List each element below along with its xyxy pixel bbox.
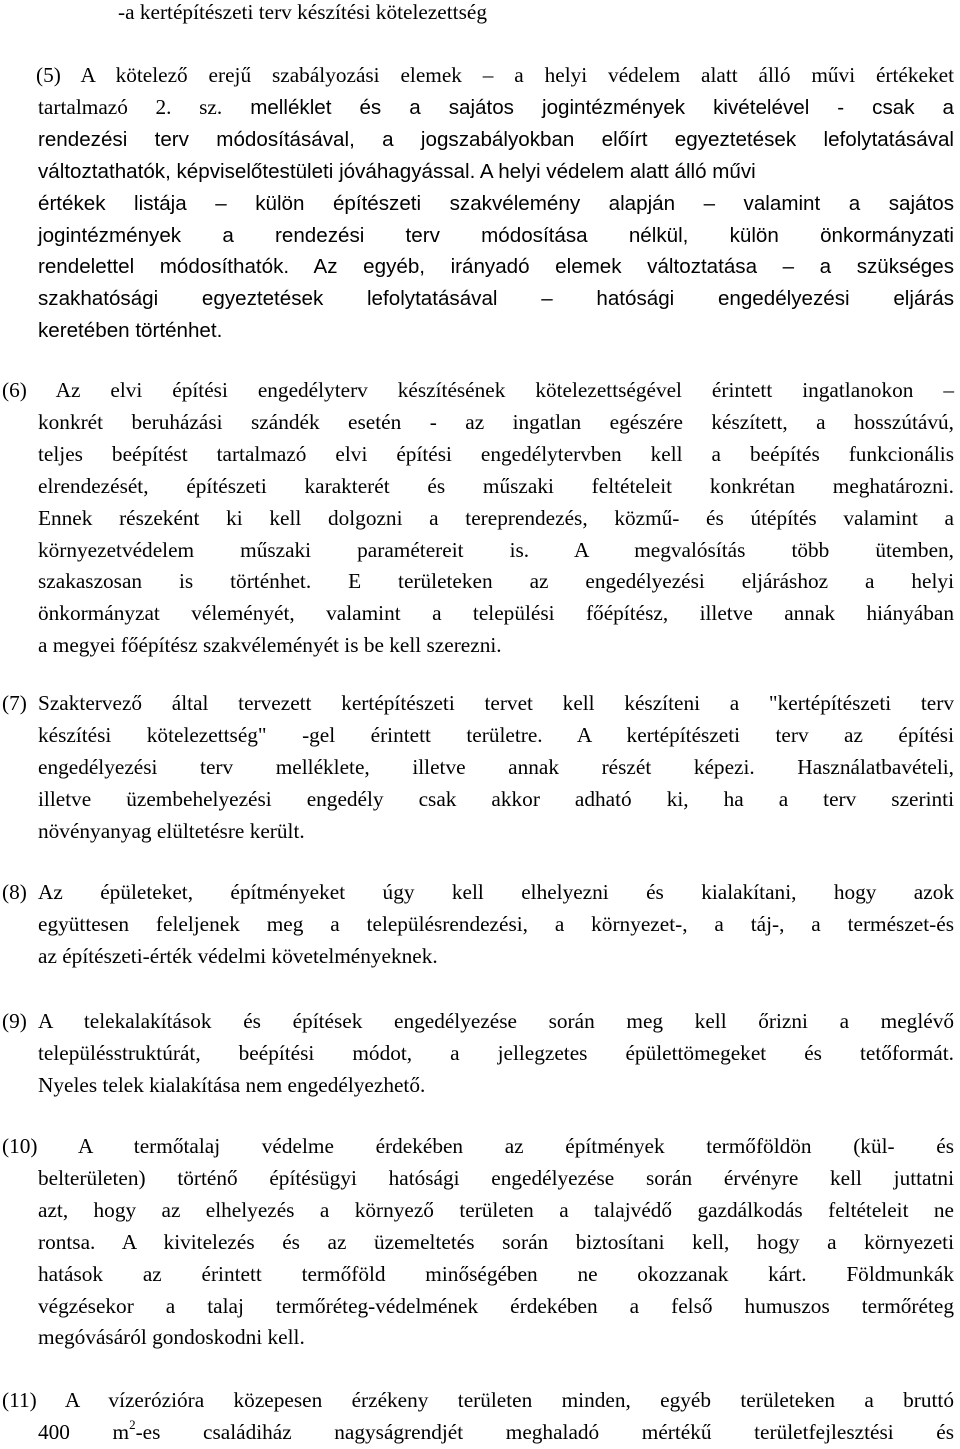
p7-line-5: növényanyag elültetésre került. xyxy=(38,818,305,843)
paragraph-9 xyxy=(0,1006,954,1102)
p6-line-6: környezetvédelem műszaki paramétereit is. A megvalósítás több ütemben, xyxy=(38,537,954,562)
p7-line-1-text: Szaktervező által tervezett kertépítészeti tervet kell készíteni a "kertépítészeti terv xyxy=(38,691,954,715)
p5-line-2a: tartalmazó 2. sz. xyxy=(38,94,223,119)
p7-label: (7) xyxy=(2,691,27,715)
p6-line-9: a megyei főépítész szakvéleményét is be kell szerezni. xyxy=(38,633,502,658)
paragraph-8 xyxy=(0,877,954,973)
p10-line-7: megóvásáról gondoskodni kell. xyxy=(38,1325,305,1350)
p5-line-9: keretében történhet. xyxy=(38,319,223,343)
p7-line-4: illetve üzembehelyezési engedély csak akkor adható ki, ha a terv szerinti xyxy=(38,786,954,811)
p8-line-1-text: Az épületeket, építményeket úgy kell elhelyezni és kialakítani, hogy azok xyxy=(38,880,954,904)
p5-line-8: szakhatósági egyeztetések lefolytatásával – hatósági engedélyezési eljárás xyxy=(38,287,954,311)
p11-line-2a: 400 m xyxy=(38,1419,130,1444)
p10-line-3: azt, hogy az elhelyezés a környező területen a talajvédő gazdálkodás feltételeit ne xyxy=(38,1197,954,1222)
p9-line-2: településstruktúrát, beépítési módot, a jellegzetes épülettömegeket és tetőformát. xyxy=(38,1040,954,1065)
p10-line-5: hatások az érintett termőföld minőségében ne okozzanak kárt. Földmunkák xyxy=(38,1261,954,1286)
paragraph-6 xyxy=(0,375,954,662)
p5-line-3: rendezési terv módosításával, a jogszabályokban előírt egyeztetések lefolytatásával xyxy=(38,127,954,151)
p9-label: (9) xyxy=(2,1009,27,1033)
p7-line-2: készítési kötelezettség" -gel érintett területre. A kertépítészeti terv az építési xyxy=(38,722,954,747)
intro-line: -a kertépítészeti terv készítési kötelezettség xyxy=(118,0,487,24)
p5-line-6: jogintézmények a rendezési terv módosítása nélkül, külön önkormányzati xyxy=(38,223,954,247)
p8-line-1 xyxy=(2,877,954,909)
p10-line-1: (10) A termőtalaj védelme érdekében az építmények termőföldön (kül- és xyxy=(2,1134,954,1158)
p6-line-3: teljes beépítést tartalmazó elvi építési engedélytervben kell a beépítés funkcionális xyxy=(38,441,954,466)
p6-line-4: elrendezését, építészeti karakterét és műszaki feltételeit konkrétan meghatározni. xyxy=(38,473,954,498)
p10-line-4: rontsa. A kivitelezés és az üzemeltetés során biztosítani kell, hogy a környezeti xyxy=(38,1229,954,1254)
p9-line-1-text: A telekalakítások és építések engedélyezése során meg kell őrizni a meglévő xyxy=(38,1009,954,1033)
p11-line-1: (11) A vízerózióra közepesen érzékeny területen minden, egyéb területeken a bruttó xyxy=(2,1388,954,1412)
p5-line-4 xyxy=(38,156,954,188)
p10-line-6: végzésekor a talaj termőréteg-védelmének érdekében a felső humuszos termőréteg xyxy=(38,1293,954,1318)
p11-superscript: 2 xyxy=(129,1416,136,1432)
p11-line-2b: -es családiház nagyságrendjét meghaladó mértékű területfejlesztési és xyxy=(135,1419,954,1444)
p9-line-1 xyxy=(2,1006,954,1038)
p7-line-3: engedélyezési terv melléklete, illetve annak részét képezi. Használatbavételi, xyxy=(38,754,954,779)
p6-line-1: (6) Az elvi építési engedélyterv készítésének kötelezettségével érintett ingatlanokon – xyxy=(2,378,954,402)
p8-line-3: az építészeti-érték védelmi követelményeknek. xyxy=(38,943,438,968)
p10-line-2: belterületen) történő építésügyi hatósági engedélyezése során érvényre kell juttatni xyxy=(38,1165,954,1190)
paragraph-7 xyxy=(0,688,954,848)
paragraph-5 xyxy=(0,60,954,347)
p6-line-5: Ennek részeként ki kell dolgozni a tereprendezés, közmű- és útépítés valamint a xyxy=(38,505,954,530)
p6-line-7: szakaszosan is történhet. E területeken az engedélyezési eljáráshoz a helyi xyxy=(38,569,954,594)
paragraph-11 xyxy=(0,1385,954,1449)
p5-line-1: (5) A kötelező erejű szabályozási elemek – a helyi védelem alatt álló művi értékeket xyxy=(36,63,954,87)
p5-line-4b: A helyi védelem alatt álló művi xyxy=(475,159,756,183)
p5-line-5: értékek listája – külön építészeti szakvélemény alapján – valamint a sajátos xyxy=(38,191,954,215)
p8-label: (8) xyxy=(2,880,27,904)
p9-line-3: Nyeles telek kialakítása nem engedélyezhető. xyxy=(38,1072,426,1097)
p5-line-2 xyxy=(38,92,954,124)
p8-line-2: együttesen feleljenek meg a településrendezési, a környezet-, a táj-, a természet-és xyxy=(38,911,954,936)
p11-line-2 xyxy=(38,1417,954,1449)
p5-line-2b: melléklet és a sajátos jogintézmények kivételével - csak a xyxy=(222,95,954,119)
p5-line-4a: változtathatók, képviselőtestületi jóváhagyással. xyxy=(38,159,476,183)
paragraph-10 xyxy=(0,1131,954,1354)
p6-line-2: konkrét beruházási szándék esetén - az ingatlan egészére készített, a hosszútávú, xyxy=(38,409,954,434)
p7-line-1 xyxy=(2,688,954,720)
p6-line-8: önkormányzat véleményét, valamint a települési főépítész, illetve annak hiányában xyxy=(38,601,954,626)
p5-line-7: rendelettel módosíthatók. Az egyéb, irányadó elemek változtatása – a szükséges xyxy=(38,255,954,279)
